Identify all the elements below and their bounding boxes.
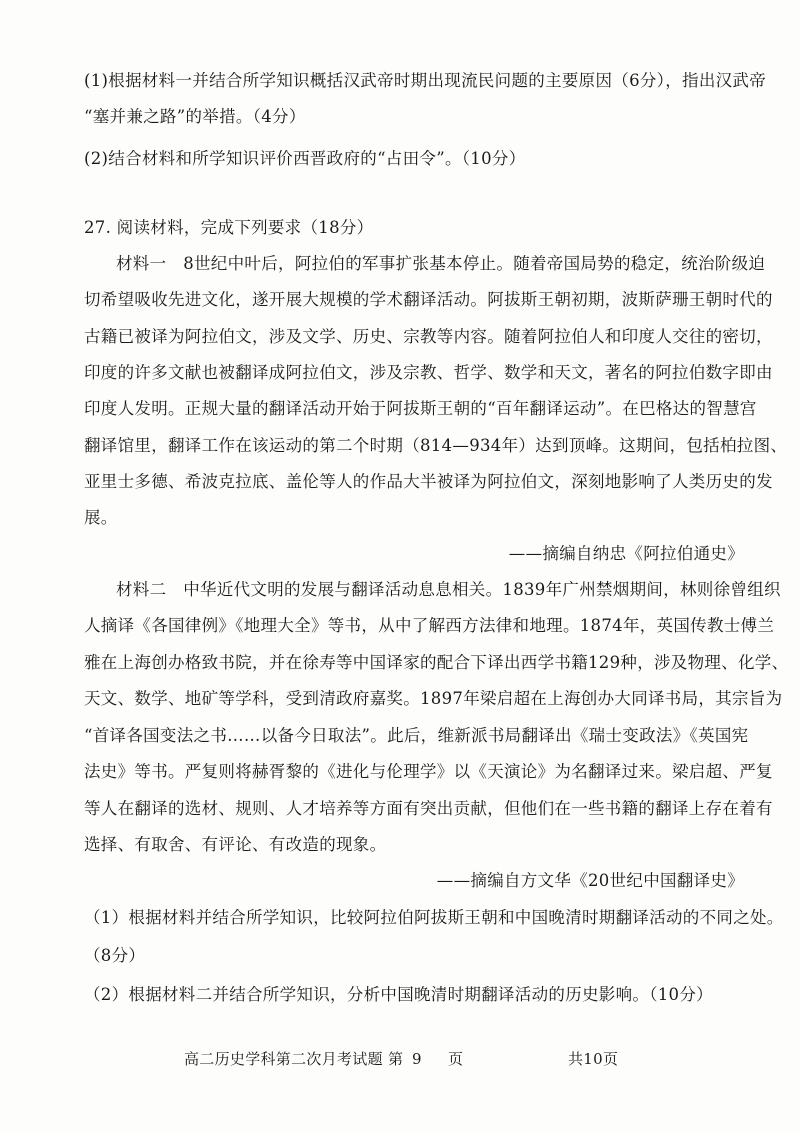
question-27-1-line-2: （8分） [84,946,146,965]
material-2-line: 天文、数学、地矿等学科，受到清政府嘉奖。1897年梁启超在上海创办大同译书局，其宗旨为 [84,689,783,708]
question-26-1-line-1: (1)根据材料一并结合所学知识概括汉武帝时期出现流民问题的主要原因（6分），指出汉武帝 [84,71,767,90]
question-27-2: （2）根据材料二并结合所学知识，分析中国晚清时期翻译活动的历史影响。（10分） [84,985,713,1004]
material-2-source: ——摘编自方文华《20世纪中国翻译史》 [436,871,744,890]
footer-label: 高二历史学科第二次月考试题 第 [184,1050,404,1068]
material-2-line: 人摘译《各国律例》《地理大全》等书，从中了解西方法律和地理。1874年，英国传教士傅兰 [84,616,775,635]
material-2-line: 雅在上海创办格致书院，并在徐寿等中国译家的配合下译出西学书籍129种，涉及物理、化学、 [84,653,789,672]
footer-total-pages: 共10页 [568,1050,619,1068]
question-27-heading: 27. 阅读材料，完成下列要求（18分） [84,218,374,237]
material-1-line: 印度的许多文献也被翻译成阿拉伯文，涉及宗教、哲学、数学和天文，著名的阿拉伯数字即由 [84,363,773,382]
material-1-line: 材料一 8世纪中叶后，阿拉伯的军事扩张基本停止。随着帝国局势的稳定，统治阶级迫 [116,254,766,273]
material-2-line: 法史》等书。严复则将赫胥黎的《进化与伦理学》以《天演论》为名翻译过来。梁启超、严复 [84,762,773,781]
material-2-line: 材料二 中华近代文明的发展与翻译活动息息相关。1839年广州禁烟期间，林则徐曾组织 [116,580,781,599]
material-1-line: 亚里士多德、希波克拉底、盖伦等人的作品大半被译为阿拉伯文，深刻地影响了人类历史的发 [84,472,773,491]
footer-page-number: 9 [412,1050,422,1068]
material-1-line: 展。 [84,508,118,527]
material-1-line: 古籍已被译为阿拉伯文，涉及文学、历史、宗教等内容。随着阿拉伯人和印度人交往的密切， [84,327,773,346]
question-26-2: (2)结合材料和所学知识评价西晋政府的“占田令”。（10分） [84,149,526,168]
material-1-line: 印度人发明。正规大量的翻译活动开始于阿拔斯王朝的“百年翻译运动”。在巴格达的智慧宫 [84,399,757,418]
material-1-line: 切希望吸收先进文化，遂开展大规模的学术翻译活动。阿拔斯王朝初期，波斯萨珊王朝时代的 [84,290,773,309]
footer-page-suffix: 页 [448,1050,464,1068]
material-2-line: 选择、有取舍、有评论、有改造的现象。 [84,835,387,854]
material-1-line: 翻译馆里，翻译工作在该运动的第二个时期（814—934年）达到顶峰。这期间，包括柏拉图、 [84,436,788,455]
material-2-line: “首译各国变法之书……以备今日取法”。此后，维新派书局翻译出《瑞士变政法》《英国宪 [84,726,749,745]
question-27-1-line-1: （1）根据材料并结合所学知识，比较阿拉伯阿拔斯王朝和中国晚清时期翻译活动的不同之处。 [84,908,784,927]
material-1-source: ——摘编自纳忠《阿拉伯通史》 [508,544,744,563]
question-26-1-line-2: “塞并兼之路”的举措。（4分） [84,107,306,126]
material-2-line: 等人在翻译的选材、规则、人才培养等方面有突出贡献，但他们在一些书籍的翻译上存在着有 [84,799,773,818]
